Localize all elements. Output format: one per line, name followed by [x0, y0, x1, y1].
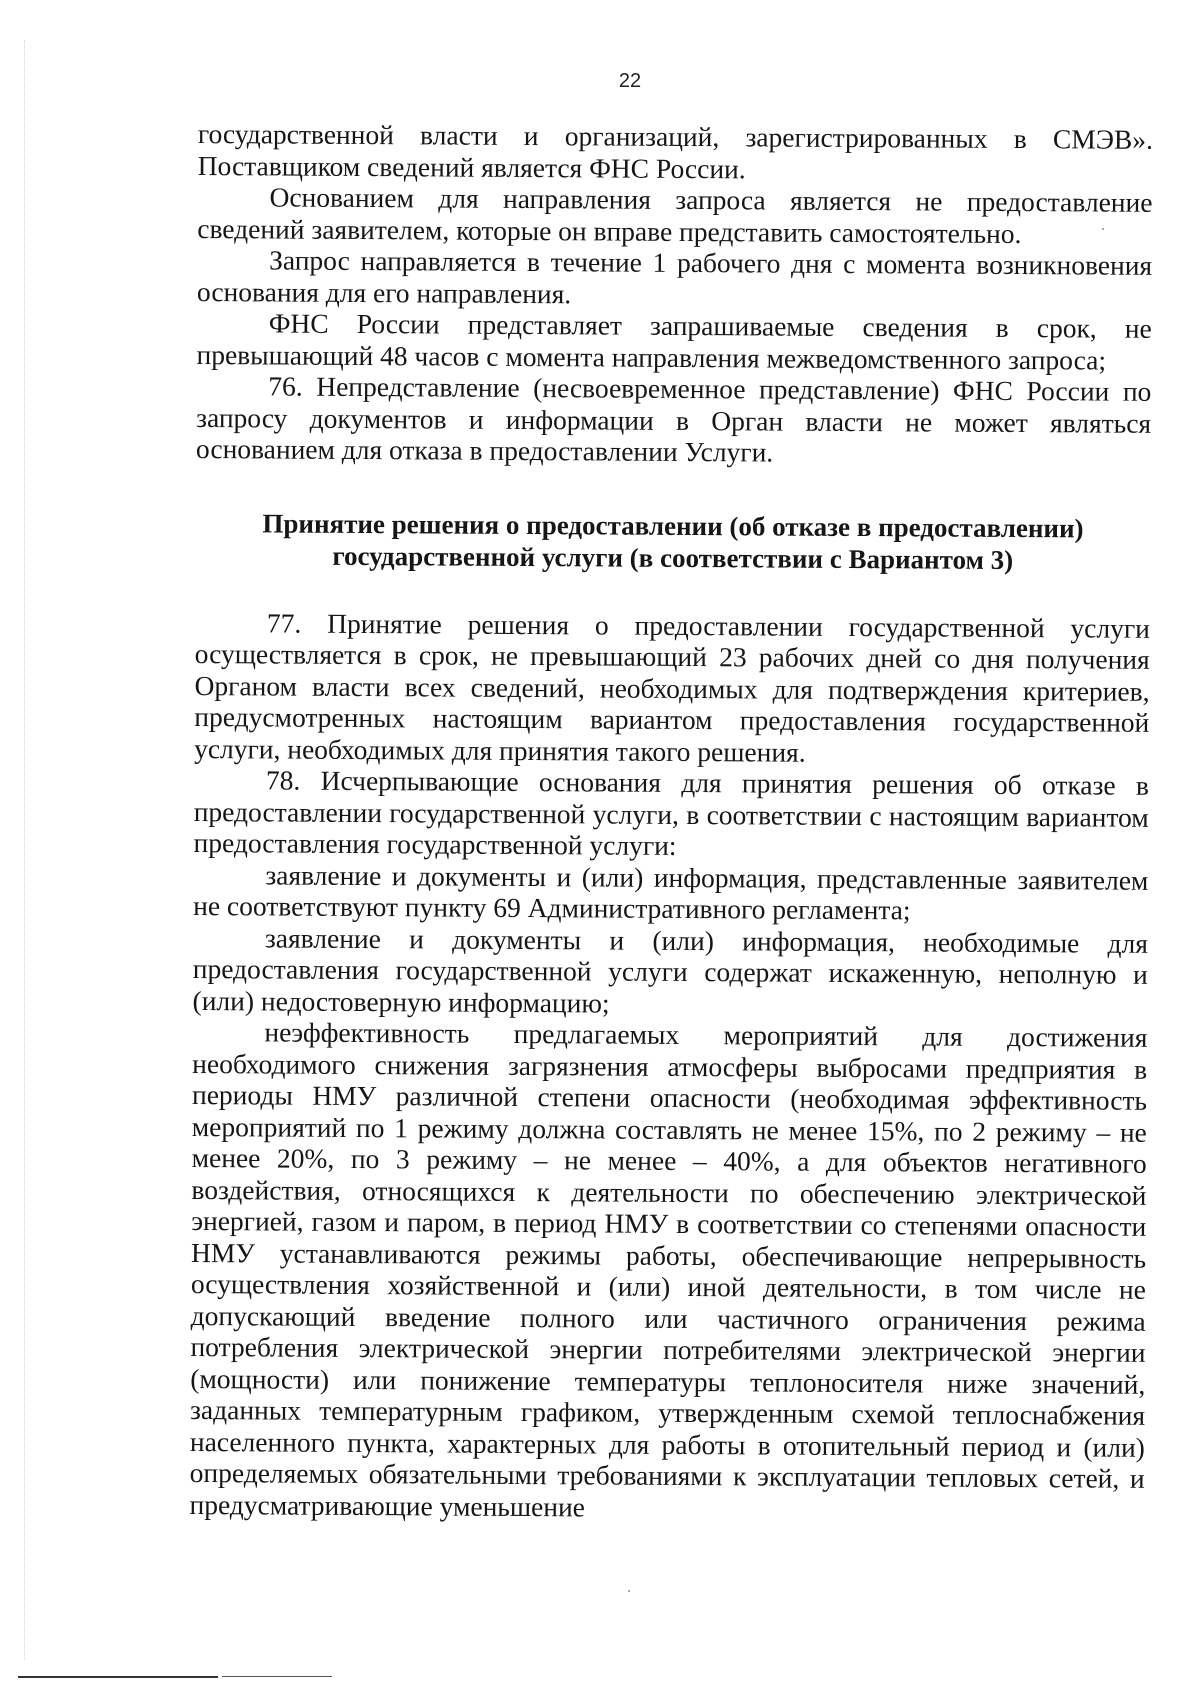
scan-speck: [1102, 228, 1104, 230]
page-number: 22: [618, 70, 642, 92]
footer-rule: [222, 1676, 332, 1677]
section-heading-line-2: государственной услуги (в соответствии с Вариантом 3): [332, 540, 1014, 575]
section-heading-line-1: Принятие решения о предоставлении (об отказе в предоставлении): [262, 507, 1084, 543]
paragraph-request-basis: Основанием для направления запроса является не предоставление сведений заявителем, которые он вправе представить самостоятельно.: [197, 181, 1153, 249]
paragraph-continuation: государственной власти и организаций, зарегистрированных в СМЭВ». Поставщиком сведений является ФНС России.: [197, 118, 1153, 184]
paragraph-76: 76. Непредставление (несвоевременное представление) ФНС России по запросу документов и информации в Орган власти не может являться основанием для отказа в предоставлении Услуги.: [195, 370, 1152, 468]
scan-speck: [628, 1590, 630, 1592]
paragraph-fns-response: ФНС России представляет запрашиваемые сведения в срок, не превышающий 48 часов с момента направления межведомственного запроса;: [196, 307, 1152, 376]
scan-margin-marks: [24, 40, 39, 1660]
section-heading: [195, 506, 1150, 576]
paragraph-77: 77. Принятие решения о предоставлении государственной услуги осуществляется в срок, не превышающий 23 рабочих дней со дня получения Органом власти всех сведений, необходимых для подтверждения критериев, предусмотренных настоящим вариантом предоставления государственной услуги, необходимых для принятия такого решения.: [194, 606, 1150, 768]
paragraph-request-timing: Запрос направляется в течение 1 рабочего дня с момента возникновения основания для его направления.: [196, 244, 1153, 309]
refusal-ground-1: заявление и документы и (или) информация, представленные заявителем не соответствуют пункту 69 Административного регламента;: [193, 858, 1149, 926]
refusal-ground-3: неэффективность предлагаемых мероприятий для достижения необходимого снижения загрязнения атмосферы выбросами предприятия в периоды НМУ различной степени опасности (необходимая эффективность мероприятий по 1 режиму должна составлять не менее 15%, по 2 режиму – не менее 20%, по 3 режиму – не менее – 40%, а для объектов негативного воздействия, относящихся к деятельности по обеспечению электрической энергией, газом и паром, в период НМУ в соответствии со степенями опасности НМУ устанавливаются режимы работы, обеспечивающие непрерывность осуществления хозяйственной и (или) иной деятельности, в том числе не допускающий введение полного или частичного ограничения режима потребления электрической энергии потребителями электрической энергии (мощности) или понижение температуры теплоносителя ниже значений, заданных температурным графиком, утвержденным схемой теплоснабжения населенного пункта, характерных для работы в отопительный период и (или) определяемых обязательными требованиями к эксплуатации тепловых сетей, и предусматривающие уменьшение: [189, 1016, 1148, 1522]
footer-rule: [18, 1676, 218, 1678]
paragraph-78: 78. Исчерпывающие основания для принятия решения об отказе в предоставлении государственной услуги, в соответствии с настоящим вариантом предоставления государственной услуги:: [193, 764, 1150, 861]
refusal-ground-2: заявление и документы и (или) информация, необходимые для предоставления государственной услуги содержат искаженную, неполную и (или) недостоверную информацию;: [192, 921, 1149, 1019]
document-body: [189, 118, 1153, 1526]
